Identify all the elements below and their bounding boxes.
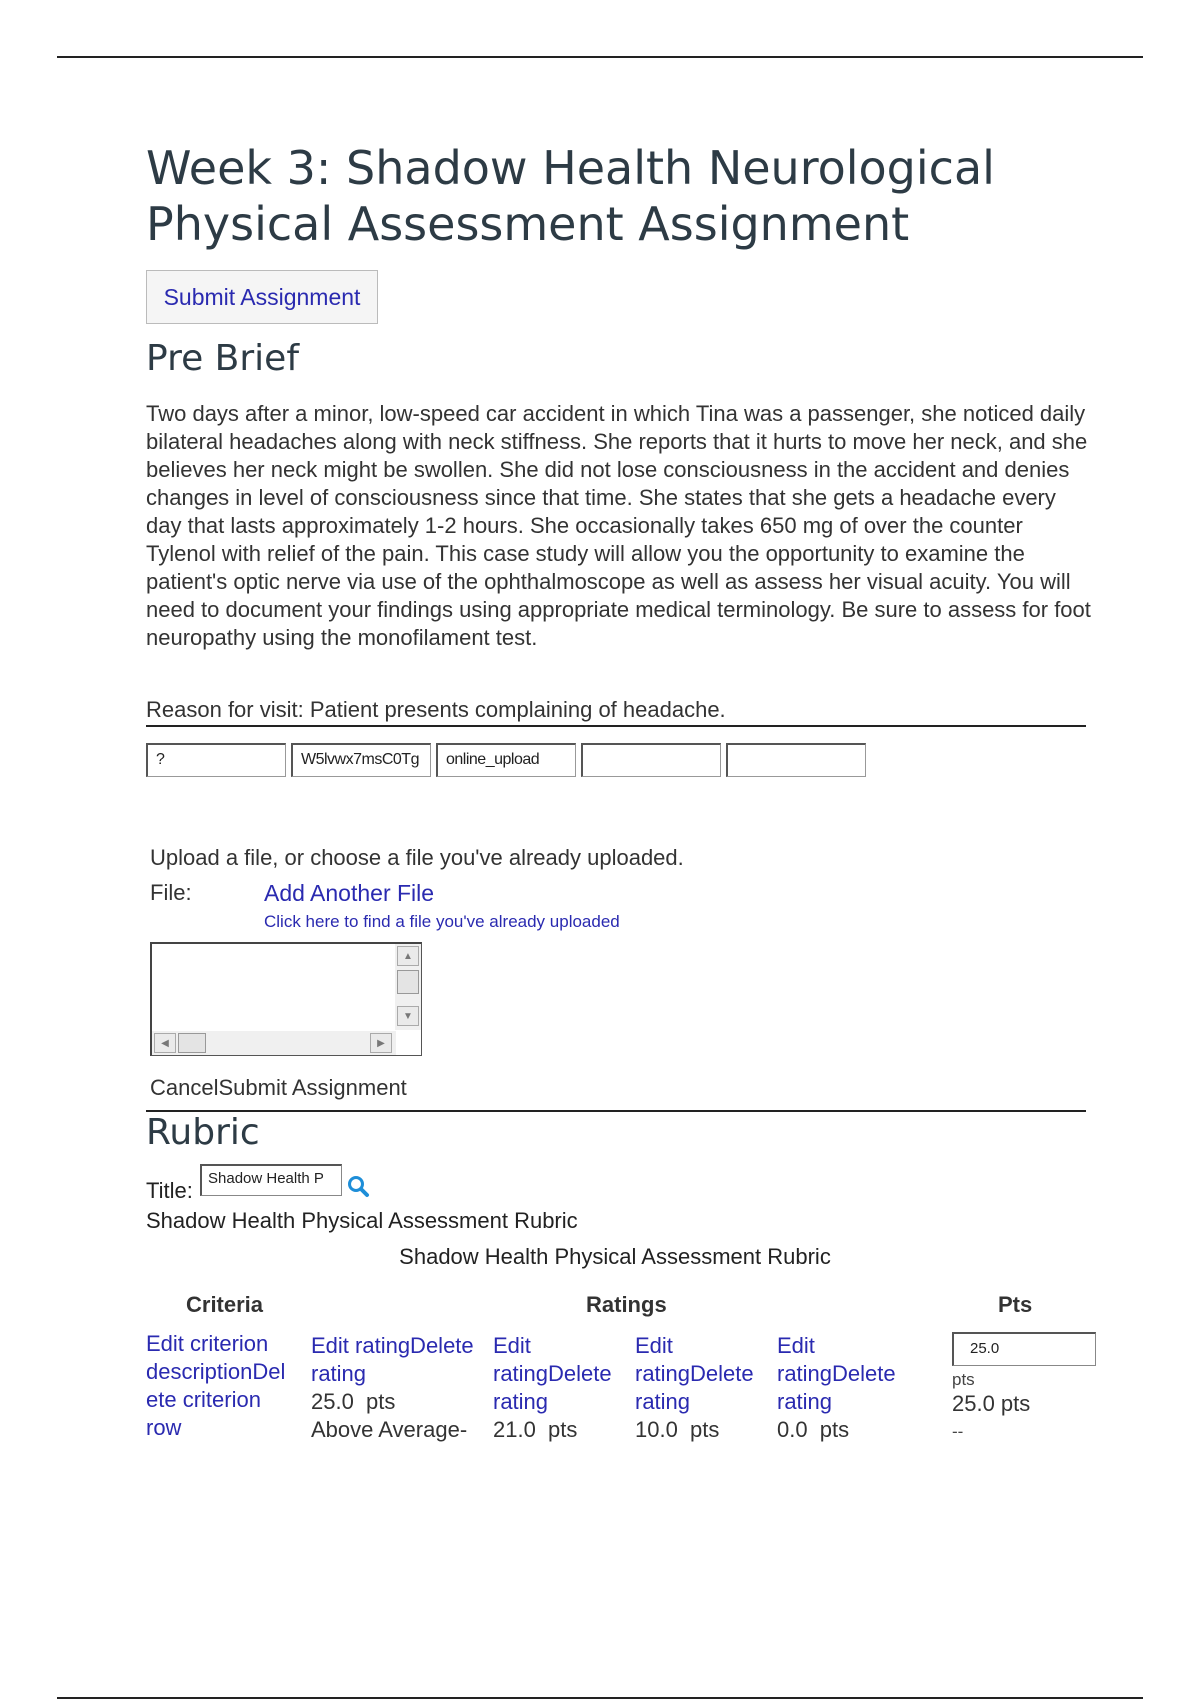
vertical-scrollbar[interactable] bbox=[395, 944, 421, 1030]
rubric-rule bbox=[146, 1110, 1086, 1112]
scroll-down-icon[interactable]: ▼ bbox=[397, 1006, 419, 1026]
rating-3-points: 10.0 pts bbox=[635, 1417, 720, 1442]
rating-3-link-2[interactable]: ratingDelete bbox=[635, 1361, 754, 1386]
file-label: File: bbox=[150, 880, 192, 905]
hidden-field-4[interactable] bbox=[581, 743, 721, 777]
points-total: 25.0 pts bbox=[952, 1391, 1031, 1416]
points-unit: pts bbox=[952, 1370, 975, 1389]
rubric-title-label: Title: bbox=[146, 1178, 193, 1203]
rubric-name: Shadow Health Physical Assessment Rubric bbox=[146, 1208, 578, 1233]
rating-3-link-3[interactable]: rating bbox=[635, 1389, 691, 1414]
scroll-up-icon[interactable]: ▲ bbox=[397, 946, 419, 966]
file-list-textarea[interactable] bbox=[150, 942, 422, 1056]
page-title: Week 3: Shadow Health Neurological Physical Assessment Assignment bbox=[146, 141, 995, 251]
criterion-link-2[interactable]: descriptionDel bbox=[146, 1359, 286, 1384]
submit-assignment-button[interactable]: Submit Assignment bbox=[146, 270, 378, 324]
reason-for-visit: Reason for visit: Patient presents complaining of headache. bbox=[146, 697, 1086, 727]
criterion-link-1[interactable]: Edit criterion bbox=[146, 1331, 269, 1356]
rating-4-link-2[interactable]: ratingDelete bbox=[777, 1361, 896, 1386]
vertical-scroll-thumb[interactable] bbox=[397, 970, 419, 994]
criterion-link-4[interactable]: row bbox=[146, 1415, 182, 1440]
prebrief-heading: Pre Brief bbox=[146, 338, 299, 379]
rating-2-link-2[interactable]: ratingDelete bbox=[493, 1361, 612, 1386]
horizontal-scroll-thumb[interactable] bbox=[178, 1033, 206, 1053]
cancel-submit-text[interactable]: CancelSubmit Assignment bbox=[150, 1075, 407, 1100]
hidden-field-5[interactable] bbox=[726, 743, 866, 777]
criteria-header: Criteria bbox=[186, 1292, 264, 1317]
hidden-field-3[interactable]: online_upload bbox=[436, 743, 576, 777]
rating-1-link-1[interactable]: Edit ratingDelete bbox=[311, 1333, 474, 1358]
rating-3 bbox=[635, 1332, 775, 1444]
hidden-fields-row bbox=[146, 743, 871, 777]
rating-4-link-1[interactable]: Edit bbox=[777, 1333, 815, 1358]
rating-4 bbox=[777, 1332, 917, 1444]
pts-header: Pts bbox=[998, 1292, 1033, 1317]
criterion-link-3[interactable]: ete criterion bbox=[146, 1387, 261, 1412]
rating-2 bbox=[493, 1332, 633, 1444]
rating-1-points: 25.0 pts bbox=[311, 1389, 396, 1414]
prebrief-body: Two days after a minor, low-speed car accident in which Tina was a passenger, she noticed daily bilateral headaches along with neck stiffness. She reports that it hurts to move her neck, and she believes her neck might be swollen. She did not lose consciousness in the accident and denies changes in level of consciousness since that time. She states that she gets a headache every day that lasts approximately 1-2 hours. She occasionally takes 650 mg of over the counter Tylenol with relief of the pain. This case study will allow you the opportunity to examine the patient's optic nerve via use of the ophthalmoscope as well as assess her visual acuity. You will need to document your findings using appropriate medical terminology. Be sure to assess for foot neuropathy using the monofilament test. bbox=[146, 401, 1091, 650]
rating-1 bbox=[311, 1332, 491, 1444]
hidden-field-2[interactable]: W5lvwx7msC0Tg bbox=[291, 743, 431, 777]
upload-instruction: Upload a file, or choose a file you've already uploaded. bbox=[150, 845, 684, 870]
criterion-links bbox=[146, 1330, 301, 1442]
scroll-right-icon[interactable]: ▶ bbox=[370, 1033, 392, 1053]
points-dash: -- bbox=[952, 1422, 964, 1441]
rating-1-description: Above Average- bbox=[311, 1417, 468, 1442]
hidden-field-1[interactable]: ? bbox=[146, 743, 286, 777]
rubric-heading: Rubric bbox=[146, 1112, 260, 1153]
bottom-rule bbox=[57, 1697, 1143, 1699]
rating-1-link-2[interactable]: rating bbox=[311, 1361, 367, 1386]
rating-3-link-1[interactable]: Edit bbox=[635, 1333, 673, 1358]
rating-2-points: 21.0 pts bbox=[493, 1417, 578, 1442]
rubric-title-input[interactable]: Shadow Health P bbox=[200, 1164, 342, 1196]
rating-4-points: 0.0 pts bbox=[777, 1417, 850, 1442]
points-input[interactable]: 25.0 bbox=[952, 1332, 1096, 1366]
ratings-header: Ratings bbox=[586, 1292, 667, 1317]
find-uploaded-file-link[interactable]: Click here to find a file you've already uploaded bbox=[264, 912, 620, 931]
horizontal-scrollbar[interactable] bbox=[152, 1031, 396, 1055]
rubric-table-caption: Shadow Health Physical Assessment Rubric bbox=[399, 1244, 831, 1269]
add-another-file-link[interactable]: Add Another File bbox=[264, 880, 435, 906]
rating-2-link-3[interactable]: rating bbox=[493, 1389, 549, 1414]
top-rule bbox=[57, 56, 1143, 58]
search-icon[interactable] bbox=[346, 1174, 370, 1198]
rating-4-link-3[interactable]: rating bbox=[777, 1389, 833, 1414]
rating-2-link-1[interactable]: Edit bbox=[493, 1333, 531, 1358]
scroll-left-icon[interactable]: ◀ bbox=[154, 1033, 176, 1053]
